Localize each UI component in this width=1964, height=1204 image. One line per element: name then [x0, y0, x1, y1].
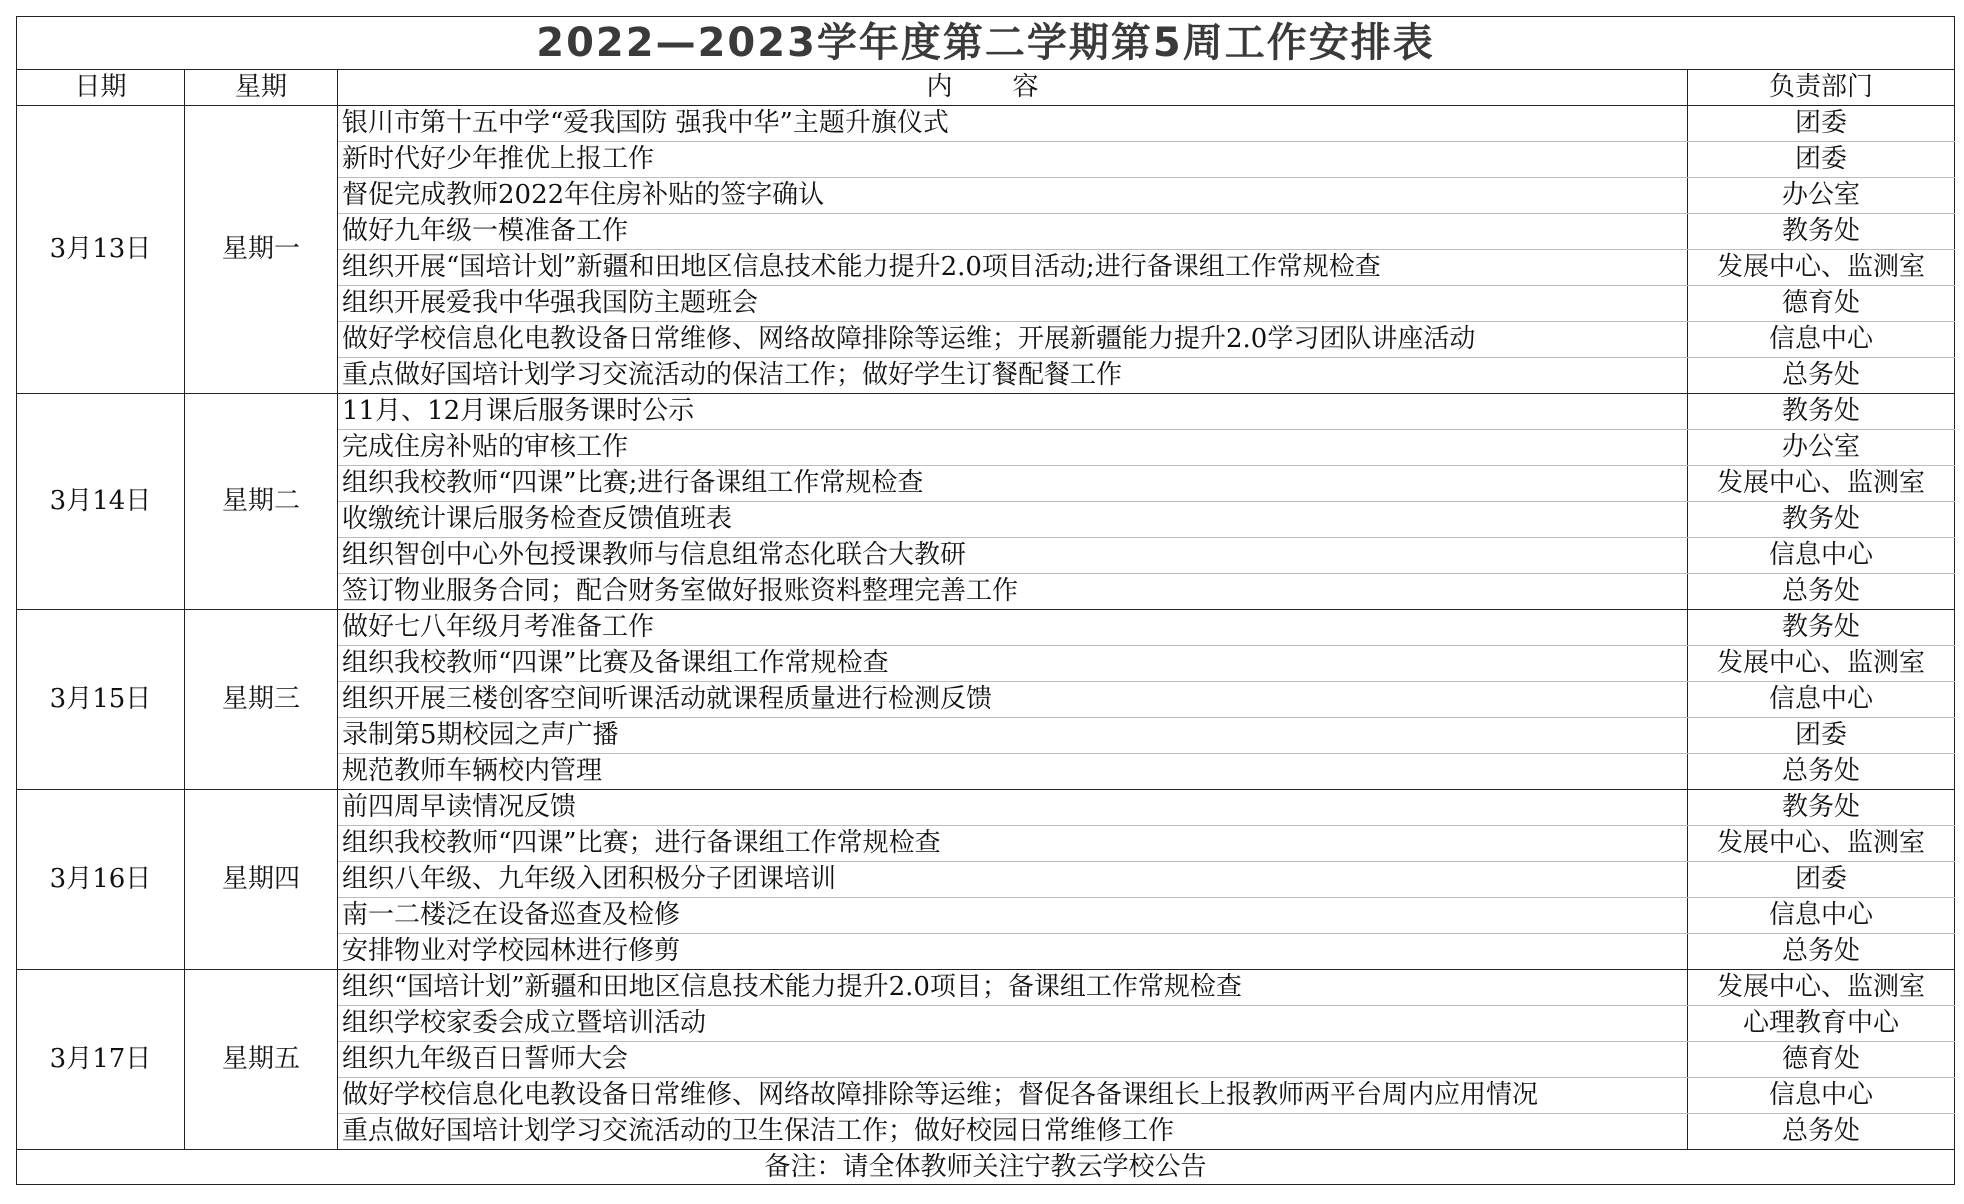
- task-content: 组织九年级百日誓师大会: [338, 1042, 1688, 1078]
- date-cell: 3月16日: [17, 790, 185, 970]
- header-content: 内容: [338, 70, 1688, 106]
- responsible-dept: 团委: [1688, 718, 1955, 754]
- page-title: 2022—2023学年度第二学期第5周工作安排表: [17, 17, 1955, 70]
- table-row: [17, 394, 1955, 430]
- weekday-cell: 星期一: [185, 106, 338, 394]
- task-content: 安排物业对学校园林进行修剪: [338, 934, 1688, 970]
- schedule-sheet: [16, 16, 1954, 1185]
- task-content: 完成住房补贴的审核工作: [338, 430, 1688, 466]
- responsible-dept: 总务处: [1688, 1114, 1955, 1150]
- responsible-dept: 办公室: [1688, 178, 1955, 214]
- responsible-dept: 德育处: [1688, 286, 1955, 322]
- task-content: 规范教师车辆校内管理: [338, 754, 1688, 790]
- task-content: 组织智创中心外包授课教师与信息组常态化联合大教研: [338, 538, 1688, 574]
- responsible-dept: 发展中心、监测室: [1688, 970, 1955, 1006]
- responsible-dept: 团委: [1688, 862, 1955, 898]
- responsible-dept: 总务处: [1688, 574, 1955, 610]
- responsible-dept: 总务处: [1688, 358, 1955, 394]
- responsible-dept: 教务处: [1688, 610, 1955, 646]
- weekday-cell: 星期二: [185, 394, 338, 610]
- responsible-dept: 信息中心: [1688, 1078, 1955, 1114]
- task-content: 组织学校家委会成立暨培训活动: [338, 1006, 1688, 1042]
- responsible-dept: 教务处: [1688, 790, 1955, 826]
- responsible-dept: 教务处: [1688, 214, 1955, 250]
- task-content: 录制第5期校园之声广播: [338, 718, 1688, 754]
- task-content: 组织我校教师“四课”比赛；进行备课组工作常规检查: [338, 826, 1688, 862]
- task-content: 组织开展爱我中华强我国防主题班会: [338, 286, 1688, 322]
- responsible-dept: 教务处: [1688, 502, 1955, 538]
- task-content: 组织我校教师“四课”比赛;进行备课组工作常规检查: [338, 466, 1688, 502]
- task-content: 重点做好国培计划学习交流活动的卫生保洁工作；做好校园日常维修工作: [338, 1114, 1688, 1150]
- responsible-dept: 总务处: [1688, 934, 1955, 970]
- date-cell: 3月14日: [17, 394, 185, 610]
- task-content: 签订物业服务合同；配合财务室做好报账资料整理完善工作: [338, 574, 1688, 610]
- task-content: 11月、12月课后服务课时公示: [338, 394, 1688, 430]
- task-content: 督促完成教师2022年住房补贴的签字确认: [338, 178, 1688, 214]
- task-content: 组织开展“国培计划”新疆和田地区信息技术能力提升2.0项目活动;进行备课组工作常规检查: [338, 250, 1688, 286]
- responsible-dept: 心理教育中心: [1688, 1006, 1955, 1042]
- schedule-table: [16, 16, 1955, 1185]
- responsible-dept: 信息中心: [1688, 322, 1955, 358]
- task-content: 收缴统计课后服务检查反馈值班表: [338, 502, 1688, 538]
- date-cell: 3月15日: [17, 610, 185, 790]
- responsible-dept: 总务处: [1688, 754, 1955, 790]
- task-content: 做好七八年级月考准备工作: [338, 610, 1688, 646]
- date-cell: 3月17日: [17, 970, 185, 1150]
- date-cell: 3月13日: [17, 106, 185, 394]
- weekday-cell: 星期五: [185, 970, 338, 1150]
- responsible-dept: 教务处: [1688, 394, 1955, 430]
- task-content: 南一二楼泛在设备巡查及检修: [338, 898, 1688, 934]
- task-content: 做好学校信息化电教设备日常维修、网络故障排除等运维；督促各备课组长上报教师两平台周内应用情况: [338, 1078, 1688, 1114]
- responsible-dept: 德育处: [1688, 1042, 1955, 1078]
- table-row: [17, 790, 1955, 826]
- weekday-cell: 星期四: [185, 790, 338, 970]
- responsible-dept: 信息中心: [1688, 898, 1955, 934]
- title-row: [17, 17, 1955, 70]
- responsible-dept: 发展中心、监测室: [1688, 826, 1955, 862]
- footer-note: 备注：请全体教师关注宁教云学校公告: [17, 1150, 1955, 1185]
- responsible-dept: 信息中心: [1688, 538, 1955, 574]
- header-dept: 负责部门: [1688, 70, 1955, 106]
- task-content: 前四周早读情况反馈: [338, 790, 1688, 826]
- responsible-dept: 发展中心、监测室: [1688, 250, 1955, 286]
- table-row: [17, 106, 1955, 142]
- task-content: 银川市第十五中学“爱我国防 强我中华”主题升旗仪式: [338, 106, 1688, 142]
- responsible-dept: 团委: [1688, 142, 1955, 178]
- responsible-dept: 信息中心: [1688, 682, 1955, 718]
- task-content: 组织八年级、九年级入团积极分子团课培训: [338, 862, 1688, 898]
- table-row: [17, 610, 1955, 646]
- task-content: 组织开展三楼创客空间听课活动就课程质量进行检测反馈: [338, 682, 1688, 718]
- task-content: 做好学校信息化电教设备日常维修、网络故障排除等运维；开展新疆能力提升2.0学习团队讲座活动: [338, 322, 1688, 358]
- responsible-dept: 团委: [1688, 106, 1955, 142]
- responsible-dept: 发展中心、监测室: [1688, 646, 1955, 682]
- header-date: 日期: [17, 70, 185, 106]
- task-content: 组织我校教师“四课”比赛及备课组工作常规检查: [338, 646, 1688, 682]
- note-row: [17, 1150, 1955, 1185]
- table-row: [17, 970, 1955, 1006]
- header-weekday: 星期: [185, 70, 338, 106]
- header-row: [17, 70, 1955, 106]
- responsible-dept: 办公室: [1688, 430, 1955, 466]
- task-content: 新时代好少年推优上报工作: [338, 142, 1688, 178]
- task-content: 组织“国培计划”新疆和田地区信息技术能力提升2.0项目；备课组工作常规检查: [338, 970, 1688, 1006]
- weekday-cell: 星期三: [185, 610, 338, 790]
- task-content: 重点做好国培计划学习交流活动的保洁工作；做好学生订餐配餐工作: [338, 358, 1688, 394]
- responsible-dept: 发展中心、监测室: [1688, 466, 1955, 502]
- task-content: 做好九年级一模准备工作: [338, 214, 1688, 250]
